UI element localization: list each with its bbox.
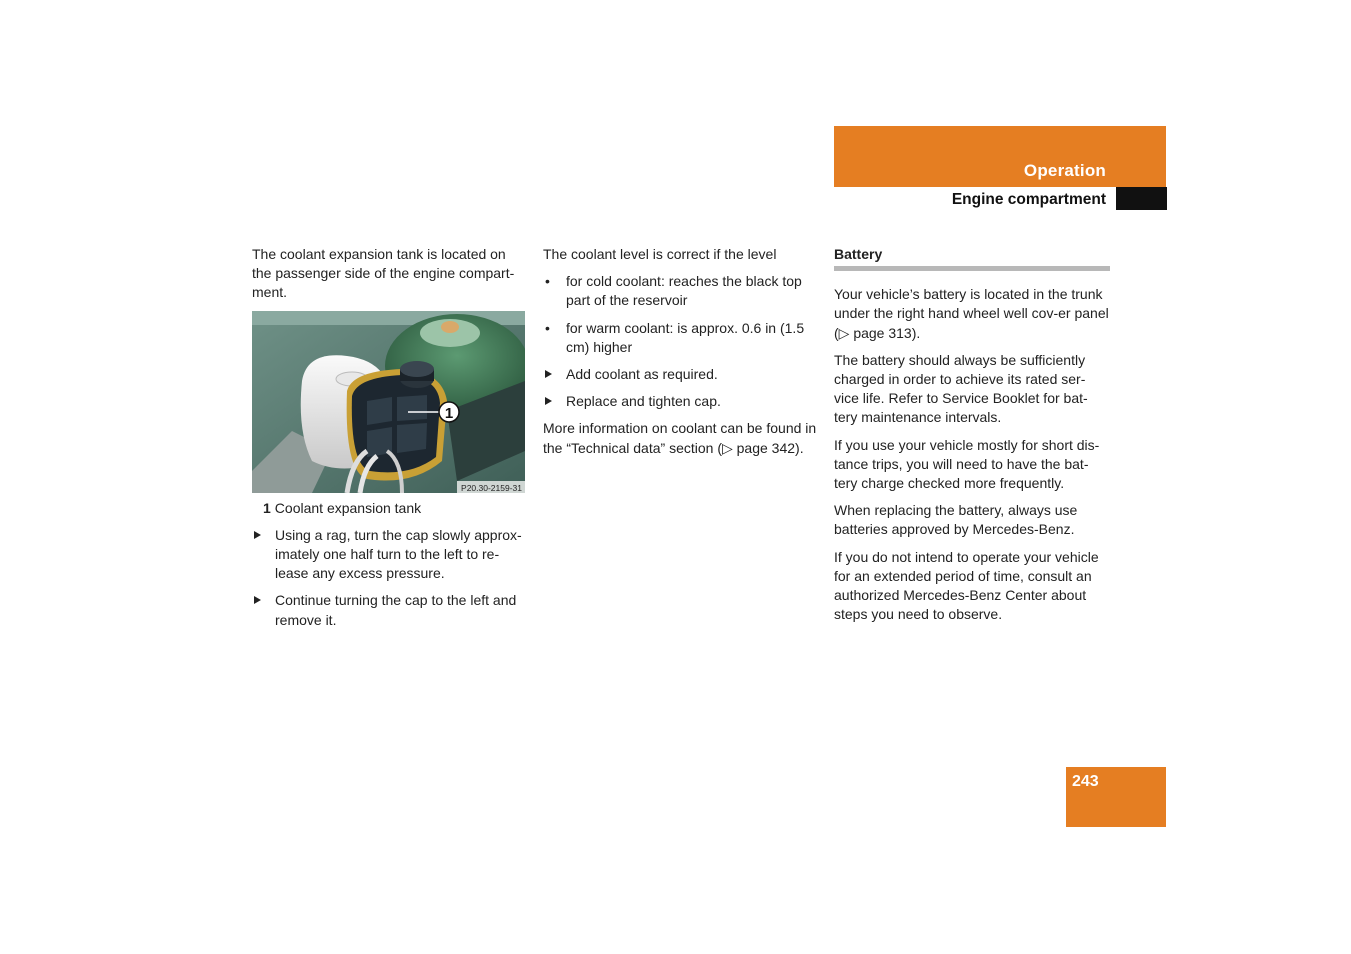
- column-left: [252, 245, 528, 638]
- page-number: 243: [1072, 773, 1099, 790]
- figure-caption: [263, 499, 528, 518]
- step-item: [252, 591, 528, 629]
- bullet-text: for cold coolant: reaches the black top part of the reservoir: [566, 273, 802, 309]
- bullet-item: [543, 319, 819, 357]
- caption-text: Coolant expansion tank: [274, 499, 422, 516]
- coolant-tank-figure: [252, 311, 525, 493]
- page-number-box: [1066, 767, 1166, 827]
- battery-paragraph: When replacing the battery, always use batteries approved by Mercedes-Benz.: [834, 502, 1078, 538]
- caption-number: 1: [263, 499, 271, 516]
- callout-number: 1: [444, 404, 454, 422]
- bullet-dot-icon: •: [545, 319, 550, 336]
- step-item: [543, 365, 819, 384]
- coolant-more-info: More information on coolant can be found in the “Technical data” section (▷ page 342).: [543, 420, 817, 456]
- step-arrow-icon: [545, 370, 552, 378]
- step-text: Add coolant as required.: [566, 366, 718, 383]
- battery-paragraph: Your vehicle’s battery is located in the trunk under the right hand wheel well cov-er panel (▷ page 313).: [834, 286, 1109, 341]
- step-text: Using a rag, turn the cap slowly approx-imately one half turn to the left to re-lease any excess pressure.: [275, 526, 522, 582]
- section-title: Engine compartment: [951, 191, 1106, 208]
- coolant-tank-illustration: [252, 311, 525, 493]
- chapter-header: [834, 126, 1166, 187]
- bullet-item: [543, 272, 819, 310]
- coolant-tank-intro: The coolant expansion tank is located on the passenger side of the engine compart-ment.: [252, 246, 515, 301]
- section-tab-marker: [1116, 187, 1167, 210]
- step-text: Replace and tighten cap.: [566, 393, 721, 410]
- step-item: [252, 526, 528, 584]
- bullet-text: for warm coolant: is approx. 0.6 in (1.5 cm) higher: [566, 319, 805, 355]
- battery-paragraph: If you use your vehicle mostly for short dis-tance trips, you will need to have the bat-tery charge checked more frequently.: [834, 436, 1100, 492]
- figure-code: P20.30-2159-31: [461, 482, 522, 493]
- bullet-dot-icon: •: [545, 273, 550, 290]
- battery-paragraph: The battery should always be sufficiently charged in order to achieve its rated ser-vice life. Refer to Service Booklet for bat-tery maintenance intervals.: [834, 351, 1088, 426]
- step-arrow-icon: [254, 596, 261, 604]
- step-arrow-icon: [254, 531, 261, 539]
- column-right: [834, 245, 1110, 632]
- step-item: [543, 392, 819, 411]
- step-arrow-icon: [545, 397, 552, 405]
- chapter-title: Operation: [1023, 161, 1106, 180]
- column-middle: [543, 245, 819, 466]
- step-text: Continue turning the cap to the left and remove it.: [275, 592, 517, 628]
- battery-heading: Battery: [834, 245, 1110, 271]
- battery-paragraph: If you do not intend to operate your vehicle for an extended period of time, consult an authorized Mercedes-Benz Center about steps you need to observe.: [834, 548, 1099, 623]
- coolant-level-intro: The coolant level is correct if the level: [543, 246, 777, 262]
